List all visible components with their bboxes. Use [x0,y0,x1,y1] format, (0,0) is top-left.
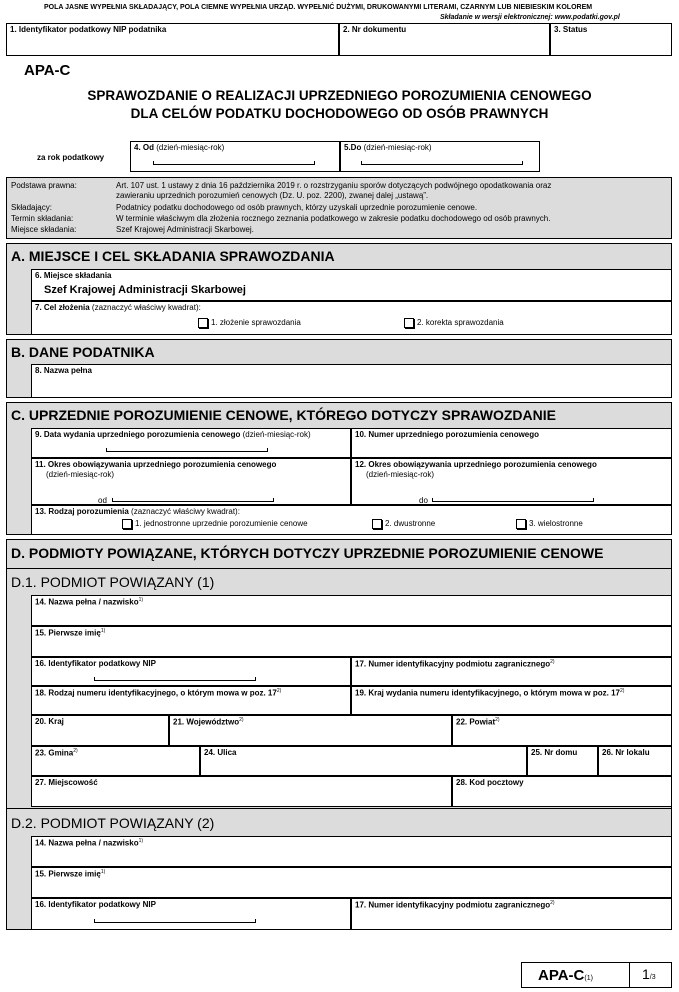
agreement-number-label: 10. Numer uprzedniego porozumienia cenowego [355,430,540,439]
d2-foreign-id-field[interactable] [351,898,672,930]
agreement-date-ticks [106,448,268,452]
footer-page-total: /3 [649,974,656,981]
d1-county-label: 22. Powiat [456,717,496,727]
filer-text: Podatnicy podatku dochodowego od osób prawnych, którzy uzyskali uprzednie porozumienie cenowe. [116,203,478,212]
status-label: 3. Status [554,25,588,34]
purpose-label: 7. Cel złożenia [35,303,90,312]
d1-nip-field[interactable] [31,657,351,686]
purpose-option-2[interactable] [404,318,504,328]
d1-commune-field[interactable] [31,746,200,776]
nip-field[interactable] [6,23,339,56]
date-to-label: 5.Do [344,143,362,152]
footer-page [642,966,656,982]
footer-code [538,967,593,984]
d1-id-country-label: 19. Kraj wydania numeru identyfikacyjnego, o którym mowa w poz. 17 [355,688,620,698]
footnote-1: 1) [100,628,106,634]
form-code: APA-C [24,62,71,79]
agreement-type-hint: (zaznaczyć właściwy kwadrat): [131,507,240,516]
agreement-type-option-3[interactable] [516,519,583,529]
d1-commune-label: 23. Gmina [35,748,74,758]
place-text: Szef Krajowej Administracji Skarbowej. [116,225,254,234]
top-notice: POLA JASNE WYPEŁNIA SKŁADAJĄCY, POLA CIEMNE WYPEŁNIA URZĄD. WYPEŁNIĆ DUŻYMI, DRUKOWANYMI LITERAMI, CZARNYM LUB NIEBIESKIM KOLOREM [44,4,593,11]
checkbox-icon [404,318,414,328]
date-to-field[interactable] [340,141,540,172]
d1-title: D.1. PODMIOT POWIĄZANY (1) [11,574,215,590]
legal-basis-label: Podstawa prawna: [11,181,77,190]
d2-title: D.2. PODMIOT POWIĄZANY (2) [11,815,215,831]
doc-number-label: 2. Nr dokumentu [343,25,407,34]
d1-country-field[interactable] [31,715,169,746]
footnote-2: 2) [239,717,244,723]
d1-voivodeship-label: 21. Województwo [173,717,240,727]
d1-house-number-label: 25. Nr domu [531,748,578,757]
footer-code-text: APA-C [538,967,585,984]
agreement-date-label: 9. Data wydania uprzedniego porozumienia cenowego [35,430,241,439]
d1-county-field[interactable] [452,715,672,746]
section-c-title: C. UPRZEDNIE POROZUMIENIE CENOWE, KTÓREGO DOTYCZY SPRAWOZDANIE [11,407,556,423]
footnote-1: 1) [100,869,106,875]
d1-country-label: 20. Kraj [35,717,64,726]
filer-label: Składający: [11,203,52,212]
d2-foreign-id-label: 17. Numer identyfikacyjny podmiotu zagranicznego [355,900,551,910]
section-d-title: D. PODMIOTY POWIĄZANE, KTÓRYCH DOTYCZY UPRZEDNIE POROZUMIENIE CENOWE [11,545,604,561]
tax-year-label: za rok podatkowy [37,153,105,162]
section-a-title: A. MIEJSCE I CEL SKŁADANIA SPRAWOZDANIA [11,248,335,264]
validity-from-label: 11. Okres obowiązywania uprzedniego porozumienia cenowego [35,460,277,469]
agreement-type-option-2-label: 2. dwustronne [385,519,436,529]
d1-house-number-field[interactable] [527,746,598,776]
purpose-option-1-label: 1. złożenie sprawozdania [211,318,301,328]
agreement-type-label: 13. Rodzaj porozumienia [35,507,129,516]
d1-street-field[interactable] [200,746,527,776]
d2-nip-label: 16. Identyfikator podatkowy NIP [35,900,156,909]
validity-from-prefix: od [98,496,107,505]
footer-box [521,962,672,988]
date-from-field[interactable] [130,141,340,172]
footnote-2: 2) [619,688,625,694]
date-to-hint: (dzień-miesiąc-rok) [363,143,432,152]
checkbox-icon [198,318,208,328]
footer-page-number: 1 [642,966,650,982]
d2-nip-field[interactable] [31,898,351,930]
validity-to-field[interactable] [351,458,672,505]
footnote-2: 2) [495,717,500,723]
d1-street-label: 24. Ulica [204,748,237,757]
d1-foreign-id-field[interactable] [351,657,672,686]
d1-postal-code-label: 28. Kod pocztowy [456,778,524,787]
d1-name-label: 14. Nazwa pełna / nazwisko [35,597,139,607]
validity-from-ticks [112,498,274,502]
d1-id-country-field[interactable] [351,686,672,715]
d1-apartment-number-field[interactable] [598,746,672,776]
d1-postal-code-field[interactable] [452,776,672,807]
d1-city-field[interactable] [31,776,452,807]
d1-first-name-label: 15. Pierwsze imię [35,628,101,638]
deadline-label: Termin składania: [11,214,74,223]
electronic-note: Składanie w wersji elektronicznej: www.podatki.gov.pl [440,14,620,21]
footnote-2: 2) [73,748,78,754]
d1-nip-ticks [94,677,256,681]
validity-from-field[interactable] [31,458,351,505]
title-line-2: DLA CELÓW PODATKU DOCHODOWEGO OD OSÓB PRAWNYCH [130,106,549,121]
d1-city-label: 27. Miejscowość [35,778,98,787]
footer-divider [629,963,630,987]
purpose-option-1[interactable] [198,318,301,328]
d2-first-name-label: 15. Pierwsze imię [35,869,101,879]
legal-basis-text-1: Art. 107 ust. 1 ustawy z dnia 16 października 2019 r. o rozstrzyganiu sporów dotyczących podwójnego opodatkowania oraz [116,181,552,190]
place-of-filing-field [31,269,672,301]
d2-first-name-field[interactable] [31,867,672,898]
checkbox-icon [122,519,132,529]
purpose-option-2-label: 2. korekta sprawozdania [417,318,504,328]
d2-name-label: 14. Nazwa pełna / nazwisko [35,838,139,848]
validity-to-hint: (dzień-miesiąc-rok) [366,470,435,479]
validity-from-hint: (dzień-miesiąc-rok) [46,470,115,479]
status-field [550,23,672,56]
legal-basis-text-2: zawieraniu uprzednich porozumień cenowych (Dz. U. poz. 2200), zwanej dalej „ustawą”. [116,191,429,200]
title-line-1: SPRAWOZDANIE O REALIZACJI UPRZEDNIEGO POROZUMIENIA CENOWEGO [87,88,592,103]
agreement-date-field[interactable] [31,428,351,458]
place-of-filing-value: Szef Krajowej Administracji Skarbowej [44,284,246,296]
agreement-type-option-3-label: 3. wielostronne [529,519,583,529]
section-d2-divider [7,808,671,809]
d1-id-type-label: 18. Rodzaj numeru identyfikacyjnego, o którym mowa w poz. 17 [35,688,277,698]
place-of-filing-label: 6. Miejsce składania [35,271,112,280]
d2-nip-ticks [94,919,256,923]
d1-name-field[interactable] [31,595,672,626]
full-name-field[interactable] [31,364,672,398]
agreement-date-hint: (dzień-miesiąc-rok) [242,430,311,439]
checkbox-icon [372,519,382,529]
purpose-hint: (zaznaczyć właściwy kwadrat): [91,303,201,312]
place-label: Miejsce składania: [11,225,77,234]
date-from-hint: (dzień-miesiąc-rok) [156,143,225,152]
agreement-type-option-1[interactable] [122,519,308,529]
date-from-label: 4. Od [134,143,155,152]
d2-name-field[interactable] [31,836,672,867]
full-name-label: 8. Nazwa pełna [35,366,92,375]
validity-to-label: 12. Okres obowiązywania uprzedniego porozumienia cenowego [355,460,597,469]
info-block [6,177,672,239]
validity-to-prefix: do [419,496,428,505]
checkbox-icon [516,519,526,529]
nip-label: 1. Identyfikator podatkowy NIP podatnika [10,25,167,34]
section-d-divider [7,568,671,569]
agreement-number-field[interactable] [351,428,672,458]
d1-voivodeship-field[interactable] [169,715,452,746]
agreement-type-option-2[interactable] [372,519,435,529]
footnote-2: 2) [276,688,282,694]
doc-number-field [339,23,550,56]
footnote-2: 2) [550,900,555,906]
agreement-type-field [31,505,672,535]
date-from-ticks [153,161,315,165]
footer-version: (1) [584,975,593,982]
footnote-1: 1) [138,838,144,844]
d1-apartment-number-label: 26. Nr lokalu [602,748,650,757]
deadline-text: W terminie właściwym dla złożenia rocznego zeznania podatkowego w zakresie podatku dochodowego od osób prawnych. [116,214,551,223]
purpose-field [31,301,672,335]
d1-id-type-field[interactable] [31,686,351,715]
date-to-ticks [361,161,523,165]
agreement-type-option-1-label: 1. jednostronne uprzednie porozumienie cenowe [135,519,308,529]
footnote-2: 2) [550,659,555,665]
d1-first-name-field[interactable] [31,626,672,657]
section-b-title: B. DANE PODATNIKA [11,344,155,360]
validity-to-ticks [432,498,594,502]
footnote-1: 1) [138,597,144,603]
d1-nip-label: 16. Identyfikator podatkowy NIP [35,659,156,668]
d1-foreign-id-label: 17. Numer identyfikacyjny podmiotu zagranicznego [355,659,551,669]
